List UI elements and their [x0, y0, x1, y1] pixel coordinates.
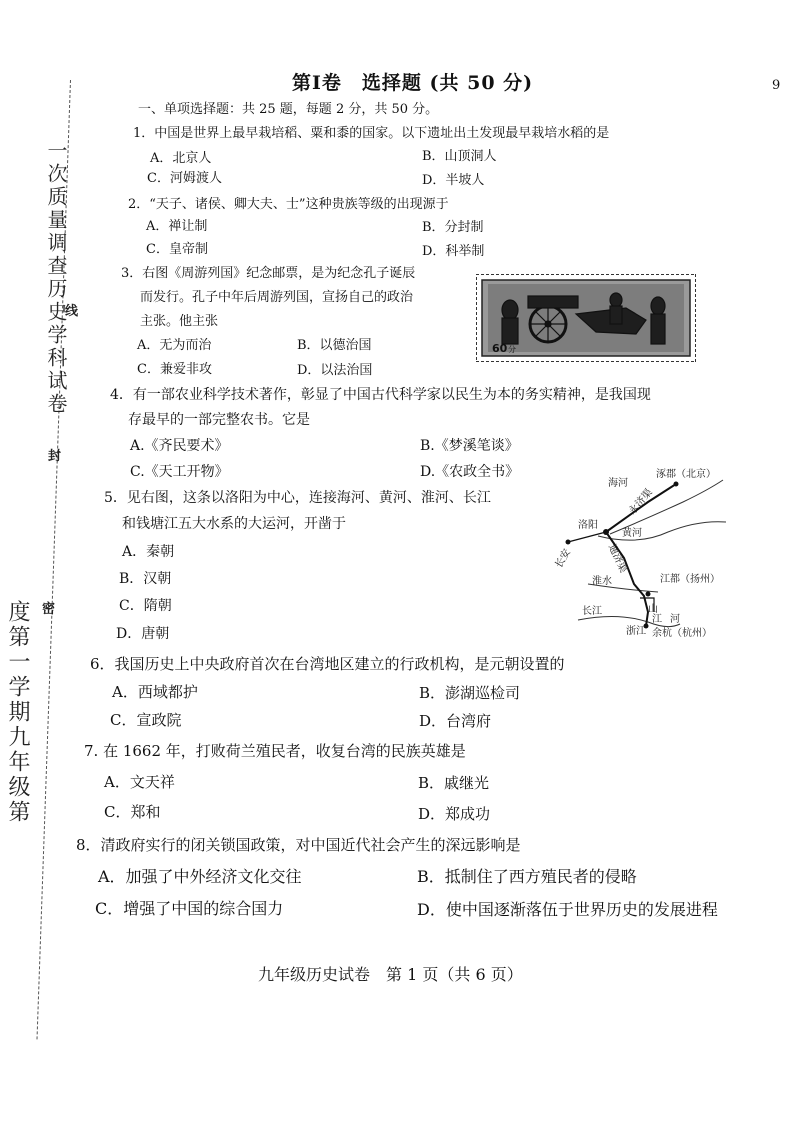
question-7-option-b: B．戚继光	[418, 774, 490, 792]
question-8-option-a: A．加强了中外经济文化交往	[98, 867, 302, 886]
side-title-left: 度第一学期九年级第	[5, 600, 30, 825]
stamp-unit: 分	[508, 345, 516, 354]
question-1-option-c: C．河姆渡人	[147, 171, 222, 186]
grand-canal-map	[548, 462, 768, 648]
question-8-stem: 8．清政府实行的闭关锁国政策，对中国近代社会产生的深远影响是	[76, 836, 521, 854]
question-5-option-b: B．汉朝	[119, 571, 172, 587]
question-3-stem-line-1: 3．右图《周游列国》纪念邮票，是为纪念孔子诞辰	[121, 266, 416, 281]
question-3-stem-line-2: 而发行。孔子中年后周游列国，宣扬自己的政治	[140, 290, 414, 305]
map-label-shan: 山	[648, 604, 658, 615]
question-7-option-d: D．郑成功	[418, 805, 491, 823]
corner-page-number: 9	[772, 78, 781, 93]
question-2-option-d: D．科举制	[422, 244, 485, 259]
question-4-option-a: A.《齐民要术》	[130, 438, 229, 454]
question-6-option-c: C．宣政院	[110, 711, 182, 729]
question-6-option-b: B．澎湖巡检司	[419, 684, 521, 702]
question-2-option-b: B．分封制	[422, 220, 484, 235]
question-1-stem: 1．中国是世界上最早栽培稻、粟和黍的国家。以下遗址出土发现最早栽培水稻的是	[133, 126, 610, 141]
map-label-changjiang: 长江	[582, 606, 602, 617]
map-label-jiangdu: 江都（扬州）	[660, 574, 720, 585]
question-7-stem: 7. 在 1662 年，打败荷兰殖民者，收复台湾的民族英雄是	[84, 742, 466, 760]
binding-mark-feng: 封	[48, 449, 62, 464]
stamp-image	[476, 274, 696, 362]
question-3-option-a: A．无为而治	[137, 338, 212, 353]
map-label-yongji: 永济渠	[627, 487, 655, 518]
side-title: 一次质量调查历史学科试卷	[44, 140, 68, 416]
binding-mark-mi: 密	[42, 602, 56, 617]
section-title: 第Ⅰ卷 选择题 (共 50 分)	[292, 72, 534, 94]
question-1-option-b: B．山顶洞人	[422, 149, 497, 164]
map-label-jiang: 江	[652, 614, 662, 625]
question-1-option-d: D．半坡人	[422, 173, 485, 188]
question-5-option-a: A．秦朝	[122, 544, 175, 560]
question-3-option-b: B．以德治国	[297, 338, 372, 353]
question-2-option-a: A．禅让制	[146, 219, 208, 234]
question-5-stem-line-1: 5．见右图，这条以洛阳为中心，连接海河、黄河、淮河、长江	[104, 490, 491, 506]
question-3-stem-line-3: 主张。他主张	[140, 314, 219, 329]
question-6-option-a: A．西域都护	[112, 683, 198, 701]
map-label-chang-an: 长安	[553, 547, 574, 571]
stamp-denomination: 60	[492, 342, 508, 355]
question-6-stem: 6．我国历史上中央政府首次在台湾地区建立的行政机构，是元朝设置的	[90, 655, 565, 673]
binding-mark-xian: 线	[65, 304, 79, 319]
question-5-option-c: C．隋朝	[119, 598, 172, 614]
map-label-haihe: 海河	[608, 478, 628, 489]
question-2-stem: 2．“天子、诸侯、卿大夫、士”这种贵族等级的出现源于	[128, 197, 449, 212]
map-label-yuhang: 余杭（杭州）	[652, 628, 712, 639]
question-3-option-c: C．兼爱非攻	[137, 362, 212, 377]
map-label-huanghe: 黄河	[622, 528, 642, 539]
map-label-he: 河	[670, 614, 680, 625]
question-4-stem-line-1: 4．有一部农业科学技术著作，彰显了中国古代科学家以民生为本的务实精神，是我国现	[110, 387, 651, 403]
question-6-option-d: D．台湾府	[419, 712, 492, 730]
question-5-stem-line-2: 和钱塘江五大水系的大运河，开凿于	[122, 516, 346, 532]
question-4-option-d: D.《农政全书》	[420, 464, 520, 480]
instruction: 一、单项选择题：共 25 题，每题 2 分，共 50 分。	[138, 102, 439, 117]
map-label-luoyang: 洛阳	[578, 520, 598, 531]
question-4-option-c: C.《天工开物》	[130, 464, 229, 480]
question-5-option-d: D．唐朝	[116, 626, 170, 642]
question-8-option-d: D．使中国逐渐落伍于世界历史的发展进程	[417, 900, 718, 919]
map-label-huaishui: 淮水	[592, 576, 612, 587]
page-footer: 九年级历史试卷 第 1 页（共 6 页）	[258, 965, 523, 984]
map-label-tongji: 通济渠	[605, 542, 629, 575]
question-4-option-b: B.《梦溪笔谈》	[420, 438, 519, 454]
question-7-option-a: A．文天祥	[104, 773, 175, 791]
question-3-option-d: D．以法治国	[297, 363, 373, 378]
question-8-option-c: C．增强了中国的综合国力	[95, 899, 284, 918]
question-2-option-c: C．皇帝制	[146, 242, 208, 257]
question-4-stem-line-2: 存最早的一部完整农书。它是	[128, 412, 310, 428]
question-7-option-c: C．郑和	[104, 803, 161, 821]
map-label-zhuojun: 涿郡（北京）	[656, 469, 716, 480]
map-label-zhejiang: 浙江	[626, 626, 646, 637]
question-8-option-b: B．抵制住了西方殖民者的侵略	[417, 867, 637, 886]
question-1-option-a: A．北京人	[150, 151, 212, 166]
